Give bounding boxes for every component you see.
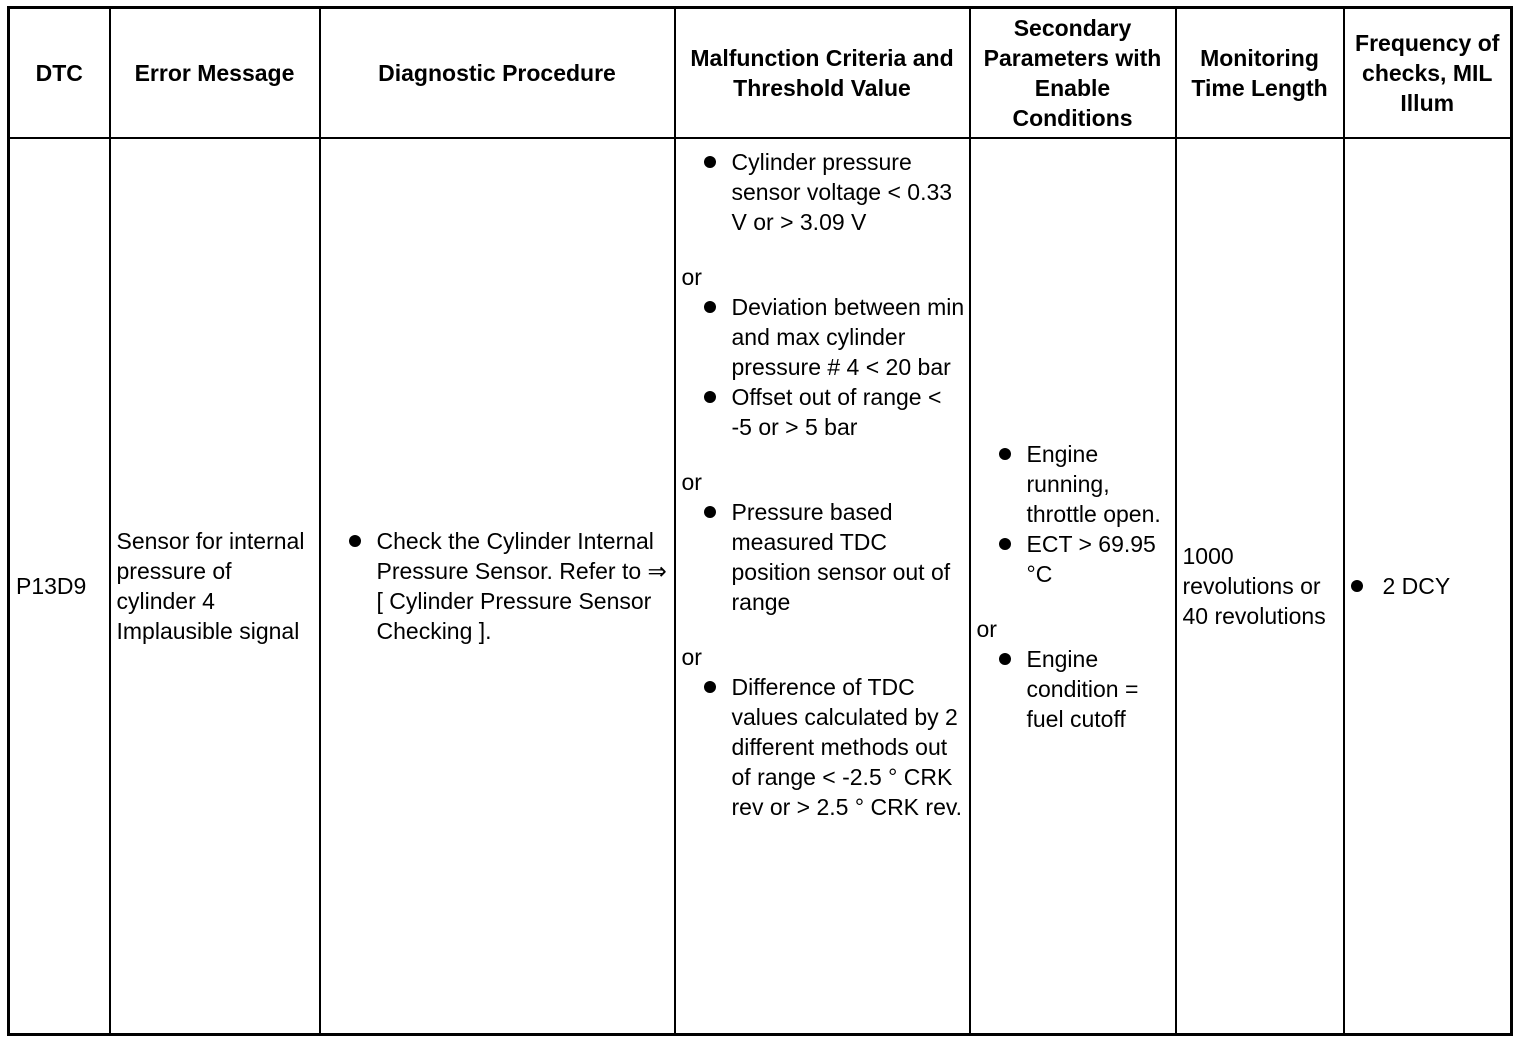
dtc-code: P13D9 [9, 138, 110, 1035]
secondary-parameters-cell [970, 138, 1176, 1035]
header-monitoring-time: Monitoring Time Length [1176, 8, 1344, 139]
header-secondary-parameters: Secondary Parameters with Enable Conditions [970, 8, 1176, 139]
criteria-item: Difference of TDC values calculated by 2 different methods out of range < -2.5 ° CRK rev or > 2.5 ° CRK rev. [682, 672, 965, 822]
header-malfunction-criteria: Malfunction Criteria and Threshold Value [675, 8, 970, 139]
or-separator: or [681, 469, 702, 495]
table-row [9, 138, 1512, 1035]
frequency-item: 2 DCY [1351, 571, 1451, 601]
criteria-item: Pressure based measured TDC position sensor out of range [682, 497, 965, 617]
header-row [9, 8, 1512, 139]
criteria-list [682, 147, 965, 822]
diagnostic-procedure-item: Check the Cylinder Internal Pressure Sensor. Refer to ⇒ [ Cylinder Pressure Sensor Checking ]. [327, 526, 668, 646]
header-frequency: Frequency of checks, MIL Illum [1344, 8, 1512, 139]
or-separator: or [681, 264, 702, 290]
criteria-item: Deviation between min and max cylinder pressure # 4 < 20 bar [682, 292, 965, 382]
header-diagnostic-procedure: Diagnostic Procedure [320, 8, 675, 139]
secondary-item: ECT > 69.95 °C [977, 529, 1169, 589]
frequency-cell [1344, 138, 1512, 1035]
secondary-item: Engine running, throttle open. [977, 439, 1169, 529]
header-dtc: DTC [9, 8, 110, 139]
diagnostic-procedure-cell [320, 138, 675, 1035]
error-message: Sensor for internal pressure of cylinder 4 Implausible signal [110, 138, 320, 1035]
secondary-item: Engine condition = fuel cutoff [977, 644, 1169, 734]
malfunction-criteria-cell [675, 138, 970, 1035]
or-separator: or [681, 644, 702, 670]
header-error-message: Error Message [110, 8, 320, 139]
criteria-item: Offset out of range < -5 or > 5 bar [682, 382, 965, 442]
dtc-table [7, 6, 1513, 1036]
or-separator: or [976, 615, 997, 642]
monitoring-time: 1000 revolutions or 40 revolutions [1176, 138, 1344, 1035]
criteria-item: Cylinder pressure sensor voltage < 0.33 V or > 3.09 V [682, 147, 965, 237]
secondary-list [977, 439, 1169, 734]
